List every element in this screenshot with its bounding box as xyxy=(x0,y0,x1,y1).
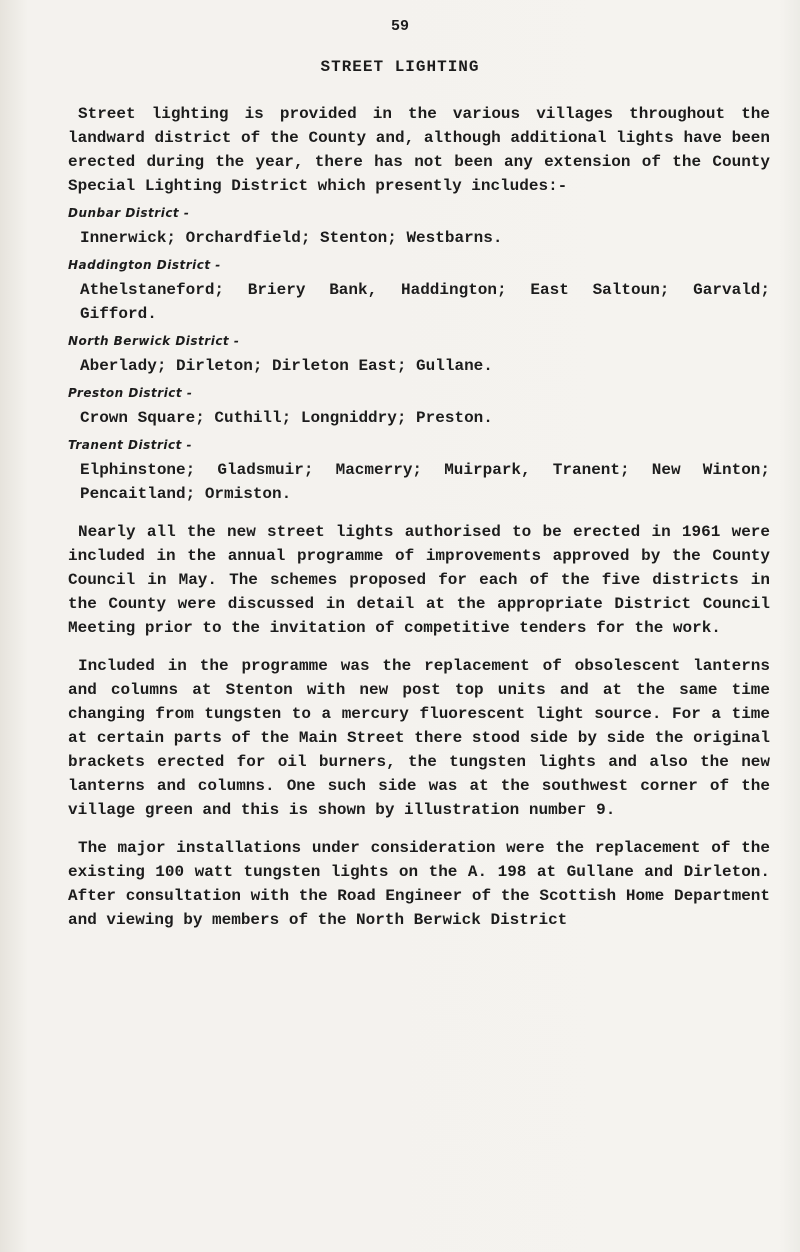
district-dunbar xyxy=(68,204,770,250)
district-label: Dunbar District - xyxy=(68,206,190,220)
district-label: Haddington District - xyxy=(68,258,221,272)
paragraph-programme: Nearly all the new street lights authorised to be erected in 1961 were included in the annual programme of improvements approved by the County Council in May. The schemes proposed for each of the five districts in the County were discussed in detail at the appropriate District Council Meeting prior to the invitation of competitive tenders for the work. xyxy=(68,523,770,637)
district-places: Crown Square; Cuthill; Longniddry; Preston. xyxy=(80,409,493,427)
district-north-berwick xyxy=(68,332,770,378)
district-tranent xyxy=(68,436,770,506)
district-label: Preston District - xyxy=(68,386,193,400)
district-label: Tranent District - xyxy=(68,438,193,452)
district-haddington xyxy=(68,256,770,326)
section-heading: STREET LIGHTING xyxy=(320,58,480,76)
district-places: Athelstaneford; Briery Bank, Haddington; East Saltoun; Garvald; Gifford. xyxy=(80,281,770,323)
body-content xyxy=(68,102,770,932)
paragraph-stenton: Included in the programme was the replacement of obsolescent lanterns and columns at Stenton with new post top units and at the same time changing from tungsten to a mercury fluorescent light source. For a time at certain parts of the Main Street there stood side by side the original brackets erected for oil burners, the tungsten lights and also the new lanterns and columns. One such side was at the southwest corner of the village green and this is shown by illustration numbeг 9. xyxy=(68,657,770,819)
district-places: Elphinstone; Gladsmuir; Macmerry; Muirpark, Tranent; New Winton; Pencaitland; Ormiston. xyxy=(80,461,770,503)
district-label: North Berwick District - xyxy=(68,334,240,348)
district-places: Innerwick; Orchardfield; Stenton; Westbarns. xyxy=(80,229,503,247)
page-number: 59 xyxy=(390,18,409,35)
district-places: Aberlady; Dirleton; Dirleton East; Gullane. xyxy=(80,357,493,375)
intro-paragraph: Street lighting is provided in the various villages throughout the landward district of the County and, although additional lights have been erected during the year, there has not been any extension of the County Special Lighting District which presently includes:- xyxy=(68,105,770,195)
district-preston xyxy=(68,384,770,430)
paragraph-major-installations: The major installations under consideration were the replacement of the existing 100 watt tungsten lights on the A. 198 at Gullane and Dirleton. After consultation with the Road Engineer of the Scottish Home Department and viewing by members of the North Berwick District xyxy=(68,839,770,929)
